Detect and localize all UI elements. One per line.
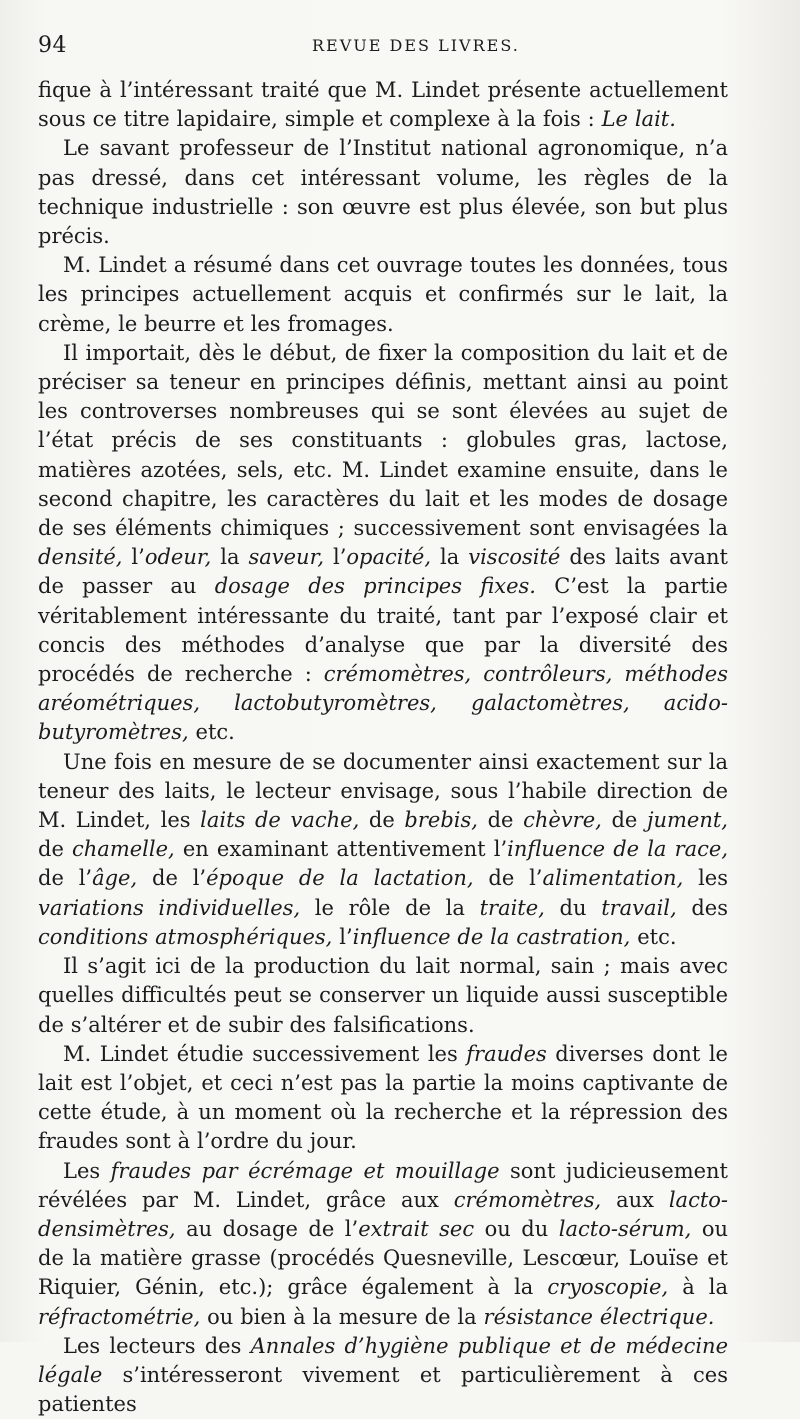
text-run: le rôle de la	[300, 895, 480, 920]
text-run: du	[544, 895, 602, 920]
text-run: M. Lindet étudie successivement les	[63, 1041, 467, 1066]
italic-run: jument,	[646, 808, 728, 833]
italic-run: crémomètres, contrôleurs, méthodes aréométriques, lactobutyromètres, galactomètres, acido-butyromètres,	[38, 662, 728, 745]
text-run: ou du	[474, 1216, 559, 1241]
text-run: ou de la matière grasse (procédés Quesneville, Lescœur, Louïse et Riquier, Génin, etc.); grâce également à la	[38, 1216, 729, 1300]
paragraph-8	[38, 1157, 728, 1332]
text-run: de l’	[38, 866, 93, 891]
text-run: de	[477, 808, 524, 833]
text-run: C’est la partie véritablement intéressante du traité, tant par l’exposé clair et concis des méthodes d’analyse que par la diversité des procédés de recherche :	[38, 574, 728, 687]
italic-run: laits de vache,	[200, 808, 360, 833]
text-run: etc.	[630, 924, 677, 949]
italic-run: époque de la lactation,	[206, 866, 474, 891]
text-run: Une fois en mesure de se documenter ainsi exactement sur la teneur des laits, le lecteur envisage, sous l’habile direction de M. Lindet, les	[38, 749, 728, 833]
text-run: sont judicieusement révélées par M. Lindet, grâce aux	[38, 1158, 728, 1212]
italic-run: fraudes	[466, 1041, 547, 1066]
text-run: de l’	[137, 866, 207, 891]
text-run: la	[431, 545, 469, 570]
italic-run: Annales d’hygiène publique et de médecine légale	[38, 1333, 728, 1387]
paragraph-9	[38, 1332, 728, 1419]
text-run: la	[211, 545, 249, 570]
text-run: Les lecteurs des	[63, 1333, 251, 1358]
text-run: s’intéresseront vivement et particulièrement à ces patientes	[38, 1362, 728, 1417]
text-run: Il s’agit ici de la production du lait normal, sain ; mais avec quelles difficultés peut se conserver un liquide aussi susceptible de s’altérer et de subir des falsifications.	[38, 954, 728, 1037]
italic-run: Le lait.	[601, 107, 676, 132]
text-run: de	[38, 837, 73, 862]
italic-run: fraudes par écrémage et mouillage	[110, 1158, 500, 1183]
text-run: à la	[668, 1275, 728, 1300]
running-head: REVUE DES LIVRES.	[312, 36, 520, 55]
italic-run: chamelle,	[72, 837, 175, 862]
text-run: au dosage de l’	[175, 1216, 359, 1241]
text-run: l’	[122, 545, 145, 570]
paragraph-4	[38, 339, 728, 748]
body-text	[38, 76, 728, 1419]
paragraph-1	[38, 76, 728, 134]
italic-run: extrait sec	[358, 1216, 475, 1241]
italic-run: lacto-densimètres,	[38, 1187, 729, 1241]
page-number: 94	[38, 33, 67, 58]
text-run: Le savant professeur de l’Institut national agronomique, n’a pas dressé, dans cet intéressant volume, les règles de la technique industrielle : son œuvre est plus élevée, son but plus précis.	[38, 136, 728, 249]
text-run: diverses dont le lait est l’objet, et ceci n’est pas la partie la moins captivante de cette étude, à un moment où la recherche et la répression des fraudes sont à l’ordre du jour.	[38, 1041, 728, 1154]
text-run: M. Lindet a résumé dans cet ouvrage toutes les données, tous les principes actuellement acquis et confirmés sur le lait, la crème, le beurre et les fromages.	[38, 253, 728, 336]
italic-run: travail,	[601, 895, 677, 920]
text-run: des	[676, 895, 729, 920]
text-run: de l’	[473, 866, 543, 891]
italic-run: âge,	[92, 866, 138, 891]
italic-run: variations individuelles,	[38, 895, 301, 920]
italic-run: viscosité	[468, 545, 561, 570]
italic-run: cryoscopie,	[547, 1275, 669, 1300]
text-run: les	[683, 866, 728, 891]
italic-run: brebis,	[404, 808, 478, 833]
paragraph-5	[38, 748, 728, 952]
italic-run: alimentation,	[542, 866, 684, 891]
page-header	[38, 30, 738, 62]
italic-run: traite,	[479, 895, 545, 920]
paragraph-7	[38, 1040, 728, 1157]
text-run: etc.	[188, 720, 235, 745]
text-run: aux	[601, 1187, 669, 1212]
italic-run: influence de la race,	[507, 837, 728, 862]
italic-run: chèvre,	[523, 808, 602, 833]
text-run: Les	[63, 1158, 111, 1183]
italic-run: opacité,	[346, 545, 432, 570]
text-run: l’	[332, 924, 353, 949]
text-run: de	[601, 808, 647, 833]
text-run: en examinant attentivement l’	[174, 837, 508, 862]
text-run: l’	[324, 545, 347, 570]
italic-run: dosage des principes fixes.	[214, 574, 536, 599]
italic-run: réfractométrie,	[38, 1304, 201, 1329]
italic-run: densité,	[38, 545, 123, 570]
italic-run: crémomètres,	[453, 1187, 602, 1212]
paragraph-2	[38, 134, 728, 251]
paragraph-3	[38, 251, 728, 339]
italic-run: influence de la castration,	[352, 924, 631, 949]
paragraph-6	[38, 952, 728, 1040]
italic-run: résistance électrique.	[483, 1304, 715, 1329]
text-run: ou bien à la mesure de la	[200, 1304, 484, 1329]
text-run: des laits avant de passer au	[38, 545, 728, 599]
text-run: Il importait, dès le début, de fixer la composition du lait et de préciser sa teneur en principes définis, mettant ainsi au point les controverses nombreuses qui se sont élevées au sujet de l’état précis de ses constituants : globules gras, lactose, matières azotées, sels, etc. M. Lindet examine ensuite, dans le second chapitre, les caractères du lait et les modes de dosage de ses éléments chimiques ; successivement sont envisagées la	[38, 340, 728, 541]
italic-run: conditions atmosphériques,	[38, 924, 333, 949]
italic-run: odeur,	[144, 545, 212, 570]
italic-run: saveur,	[248, 545, 324, 570]
text-run: fique à l’intéressant traité que M. Lindet présente actuellement sous ce titre lapidaire, simple et complexe à la fois :	[38, 78, 728, 132]
text-run: de	[359, 808, 405, 833]
italic-run: lacto-sérum,	[558, 1216, 692, 1241]
